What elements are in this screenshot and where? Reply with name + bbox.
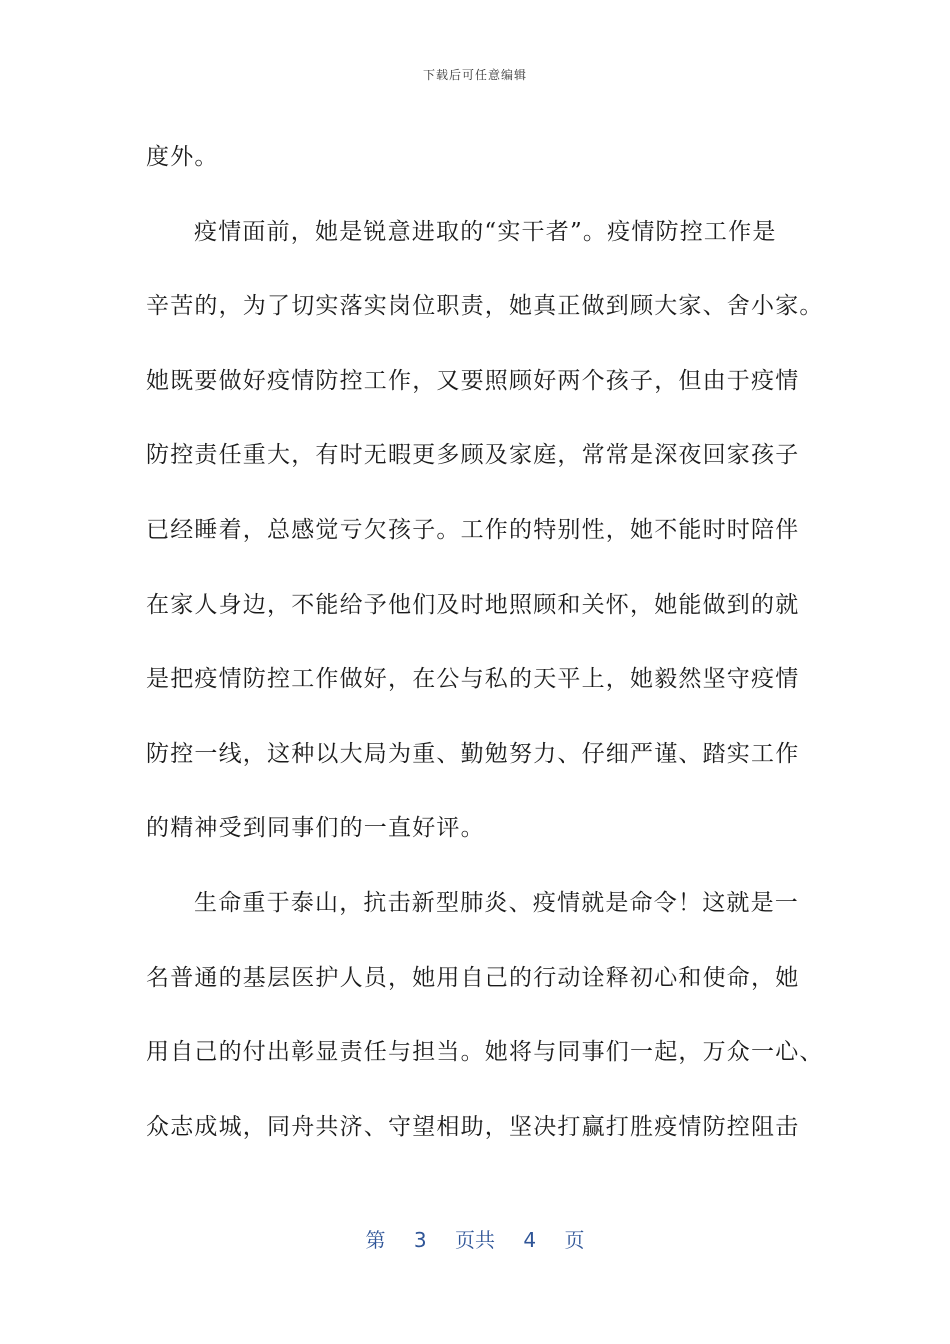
footer-prefix: 第 bbox=[365, 1228, 386, 1252]
text-line: 已经睡着，总感觉亏欠孩子。工作的特别性，她不能时时陪伴 bbox=[146, 516, 800, 543]
text-line: 的精神受到同事们的一直好评。 bbox=[146, 815, 485, 842]
footer-middle: 页共 bbox=[455, 1228, 495, 1252]
header-note: 下载后可任意编辑 bbox=[422, 68, 527, 82]
text-line: 在家人身边，不能给予他们及时地照顾和关怀，她能做到的就 bbox=[146, 591, 800, 618]
page-footer bbox=[0, 1224, 950, 1253]
text-line: 生命重于泰山，抗击新型肺炎、疫情就是命令！这就是一 bbox=[194, 889, 799, 916]
current-page-number: 3 bbox=[413, 1228, 427, 1252]
text-line: 是把疫情防控工作做好，在公与私的天平上，她毅然坚守疫情 bbox=[146, 666, 800, 693]
text-line: 疫情面前，她是锐意进取的“实干者”。疫情防控工作是 bbox=[194, 218, 777, 245]
text-line: 众志成城，同舟共济、守望相助，坚决打赢打胜疫情防控阻击 bbox=[146, 1113, 800, 1140]
text-line: 辛苦的，为了切实落实岗位职责，她真正做到顾大家、舍小家。 bbox=[146, 293, 824, 320]
text-line: 度外。 bbox=[146, 144, 219, 170]
total-pages-number: 4 bbox=[523, 1228, 537, 1252]
document-body bbox=[146, 120, 824, 1164]
footer-suffix: 页 bbox=[564, 1228, 585, 1252]
text-line: 名普通的基层医护人员，她用自己的行动诠释初心和使命，她 bbox=[146, 964, 800, 991]
text-line: 防控一线，这种以大局为重、勤勉努力、仔细严谨、踏实工作 bbox=[146, 740, 800, 767]
text-line: 防控责任重大，有时无暇更多顾及家庭，常常是深夜回家孩子 bbox=[146, 442, 800, 469]
text-line: 用自己的付出彰显责任与担当。她将与同事们一起，万众一心、 bbox=[146, 1039, 824, 1066]
text-line: 她既要做好疫情防控工作，又要照顾好两个孩子，但由于疫情 bbox=[146, 367, 800, 394]
